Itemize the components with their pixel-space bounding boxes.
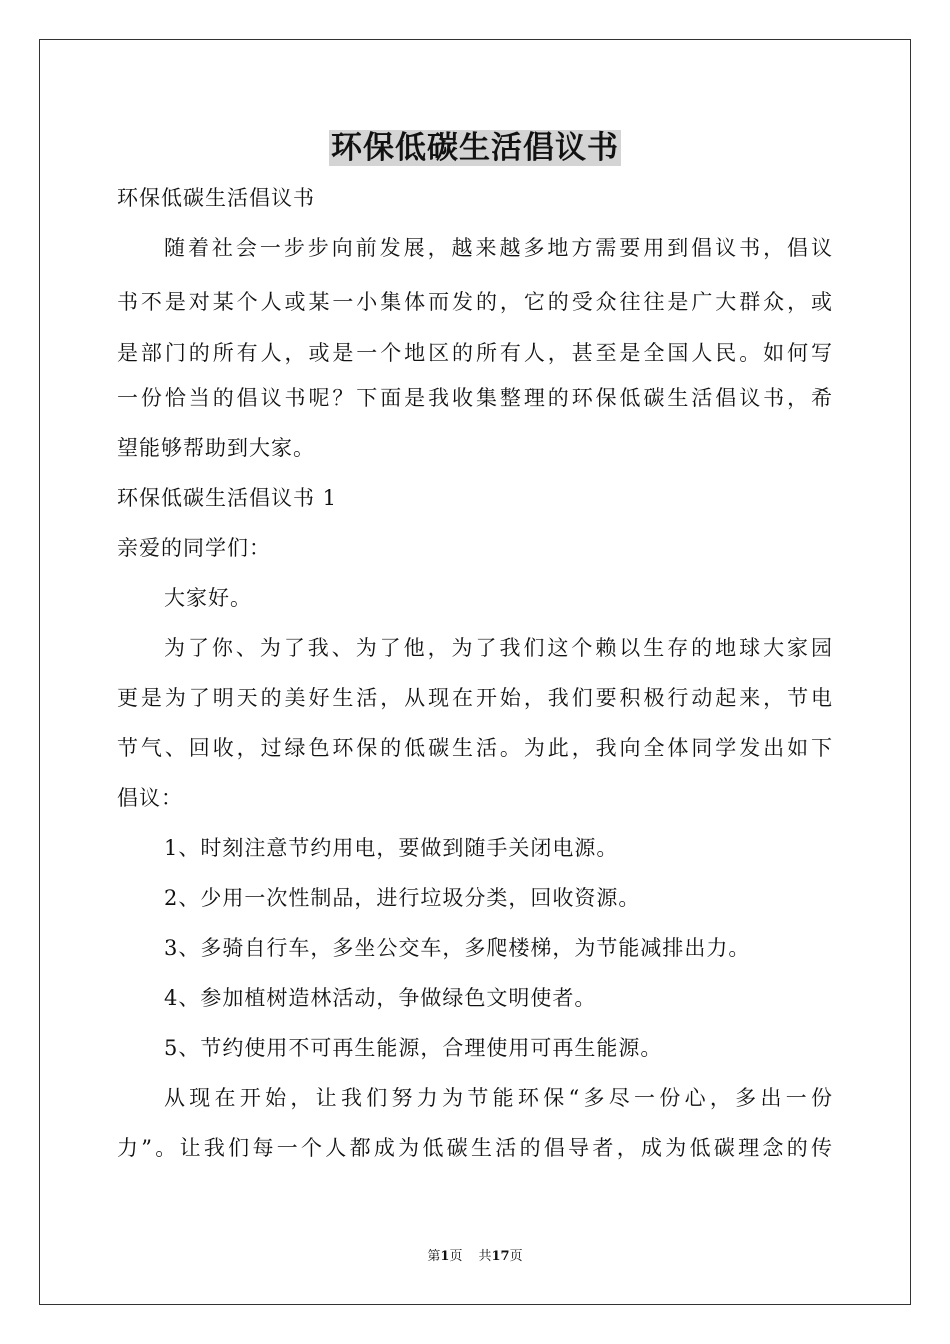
- body-paragraph-line-2: 更是为了明天的美好生活，从现在开始，我们要积极行动起来，节电: [117, 686, 833, 710]
- document-title: [0, 128, 950, 168]
- intro-paragraph-line-1: 随着社会一步步向前发展，越来越多地方需要用到倡议书，倡议: [164, 236, 833, 260]
- page-footer: [0, 1248, 950, 1266]
- list-item-4: 4、参加植树造林活动，争做绿色文明使者。: [164, 986, 597, 1010]
- closing-paragraph-line-1: 从现在开始，让我们努力为节能环保“多尽一份心，多出一份: [164, 1086, 833, 1110]
- intro-paragraph-line-5: 望能够帮助到大家。: [117, 436, 315, 460]
- page-number: 1: [440, 1249, 450, 1264]
- subtitle-line: 环保低碳生活倡议书: [117, 186, 315, 210]
- total-pages: 17: [491, 1249, 510, 1264]
- total-prefix: 共: [478, 1249, 492, 1264]
- page-border: [39, 39, 911, 1305]
- list-item-5: 5、节约使用不可再生能源，合理使用可再生能源。: [164, 1036, 663, 1060]
- page-suffix: 页: [449, 1249, 463, 1264]
- intro-paragraph-line-4: 一份恰当的倡议书呢？下面是我收集整理的环保低碳生活倡议书，希: [117, 386, 833, 410]
- list-item-1: 1、时刻注意节约用电，要做到随手关闭电源。: [164, 836, 619, 860]
- intro-paragraph-line-2: 书不是对某个人或某一小集体而发的，它的受众往往是广大群众，或: [117, 290, 833, 314]
- intro-paragraph-line-3: 是部门的所有人，或是一个地区的所有人，甚至是全国人民。如何写: [117, 341, 833, 365]
- salutation: 亲爱的同学们：: [117, 536, 271, 560]
- body-paragraph-line-3: 节气、回收，过绿色环保的低碳生活。为此，我向全体同学发出如下: [117, 736, 833, 760]
- document-title-text: 环保低碳生活倡议书: [331, 130, 619, 166]
- total-suffix: 页: [509, 1249, 523, 1264]
- page-prefix: 第: [427, 1249, 441, 1264]
- list-item-3: 3、多骑自行车，多坐公交车，多爬楼梯，为节能减排出力。: [164, 936, 751, 960]
- body-paragraph-line-4: 倡议：: [117, 786, 183, 810]
- greeting: 大家好。: [164, 586, 252, 610]
- list-item-2: 2、少用一次性制品，进行垃圾分类，回收资源。: [164, 886, 641, 910]
- body-paragraph-line-1: 为了你、为了我、为了他，为了我们这个赖以生存的地球大家园: [164, 636, 833, 660]
- section-heading-1: 环保低碳生活倡议书 1: [117, 486, 338, 510]
- closing-paragraph-line-2: 力”。让我们每一个人都成为低碳生活的倡导者，成为低碳理念的传: [117, 1136, 833, 1160]
